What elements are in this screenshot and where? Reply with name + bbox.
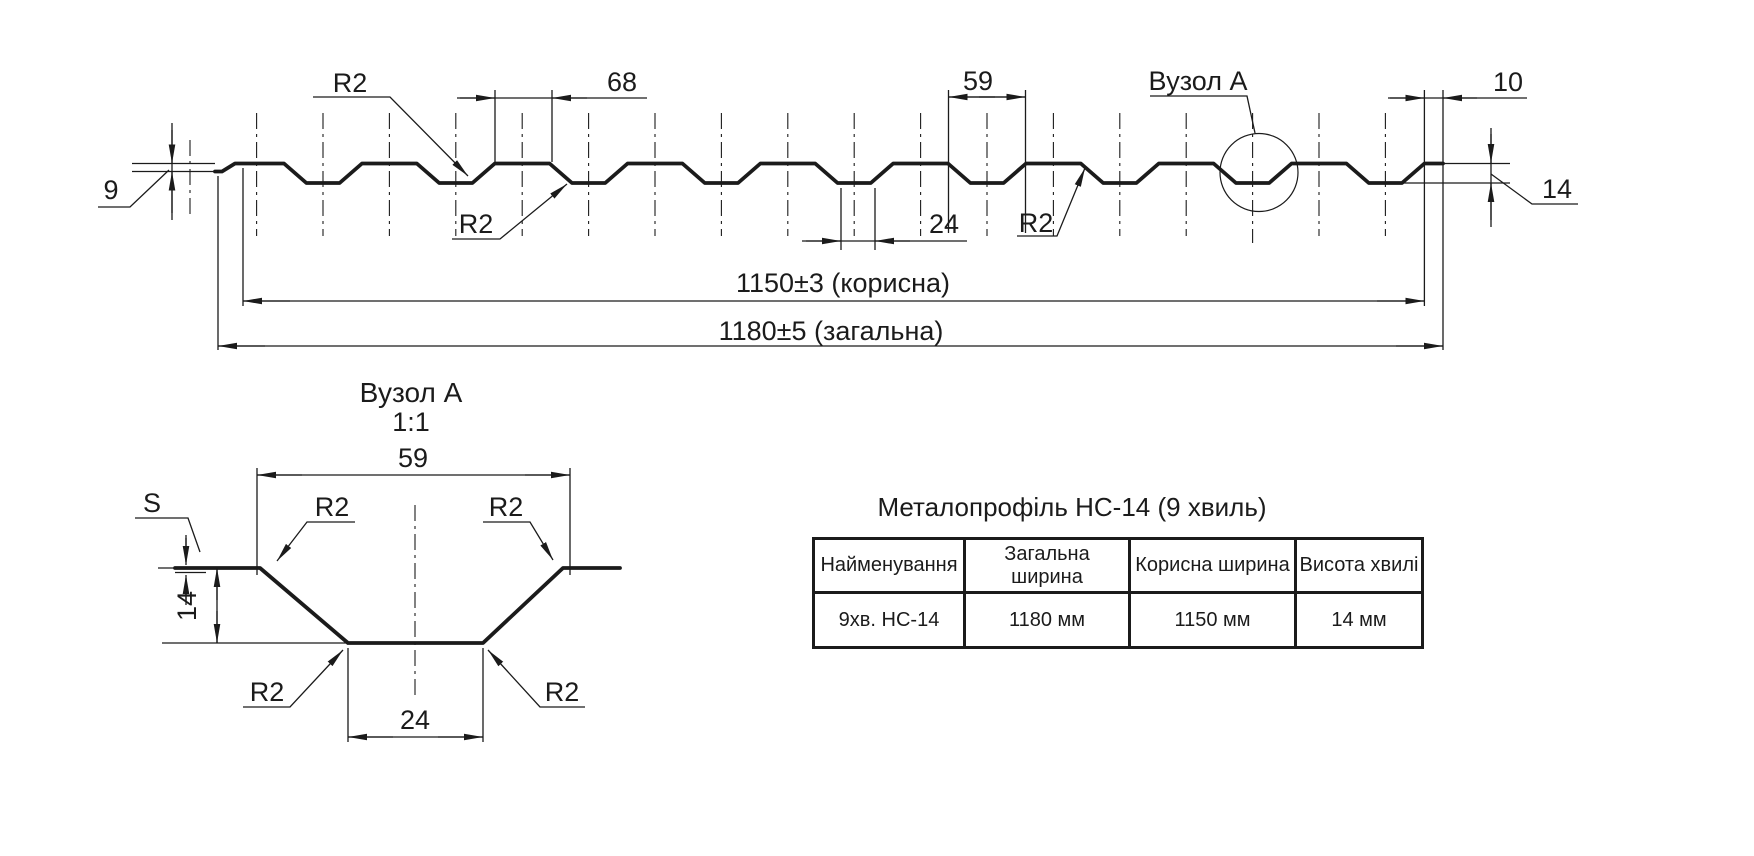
sheet-profile-line — [215, 164, 1443, 184]
node-a-circle — [1220, 134, 1298, 212]
detail-bottom-width-label: 24 — [399, 705, 431, 735]
crest-width-label: 68 — [606, 67, 638, 97]
detail-view-node-a — [135, 377, 620, 742]
detail-radius-label-top-left: R2 — [314, 492, 350, 522]
col-header-wave-height: Висота хвилі — [1296, 539, 1423, 593]
detail-profile-line — [175, 568, 620, 643]
thickness-leader — [135, 518, 200, 552]
radius-label-mid-left: R2 — [458, 209, 494, 239]
leader-lines — [98, 96, 1578, 207]
dimension-arrows — [172, 97, 1491, 346]
cell-useful-width: 1150 мм — [1130, 593, 1296, 648]
profile-height-label: 14 — [1541, 174, 1573, 204]
edge-height-label: 9 — [103, 175, 119, 205]
detail-radius-label-bottom-right: R2 — [544, 677, 580, 707]
profile-cross-section — [98, 66, 1578, 350]
radius-label-top-left: R2 — [332, 68, 368, 98]
spec-table-data-row — [814, 593, 1423, 648]
detail-r2-leader-top-left — [277, 522, 355, 561]
wave-top-width-label: 59 — [962, 66, 994, 96]
cell-wave-height: 14 мм — [1296, 593, 1423, 648]
detail-height-label: 14 — [172, 590, 202, 622]
useful-width-label: 1150±3 (корисна) — [735, 268, 951, 298]
detail-top-width-label: 59 — [397, 443, 429, 473]
spec-table — [812, 537, 1424, 649]
cell-total-width: 1180 мм — [965, 593, 1130, 648]
node-a-callout-label: Вузол А — [1148, 66, 1248, 96]
spec-table-header-row — [814, 539, 1423, 593]
end-offset-label: 10 — [1492, 67, 1524, 97]
detail-thickness-label: S — [142, 488, 162, 518]
detail-radius-label-bottom-left: R2 — [249, 677, 285, 707]
col-header-useful-width: Корисна ширина — [1130, 539, 1296, 593]
detail-r2-leader-top-right — [483, 522, 553, 560]
radius-label-mid-right: R2 — [1018, 208, 1054, 238]
cell-profile-name: 9хв. НС-14 — [814, 593, 965, 648]
col-header-total-width: Загальна ширина — [965, 539, 1130, 593]
centerlines — [190, 113, 1385, 243]
wave-bottom-width-label: 24 — [928, 209, 960, 239]
spec-table-title: Металопрофіль НС-14 (9 хвиль) — [877, 492, 1267, 522]
detail-title: Вузол А — [359, 377, 463, 408]
total-width-label: 1180±5 (загальна) — [718, 316, 944, 346]
col-header-name: Найменування — [814, 539, 965, 593]
detail-radius-label-top-right: R2 — [488, 492, 524, 522]
detail-scale: 1:1 — [392, 407, 430, 437]
extension-lines — [132, 90, 1527, 350]
